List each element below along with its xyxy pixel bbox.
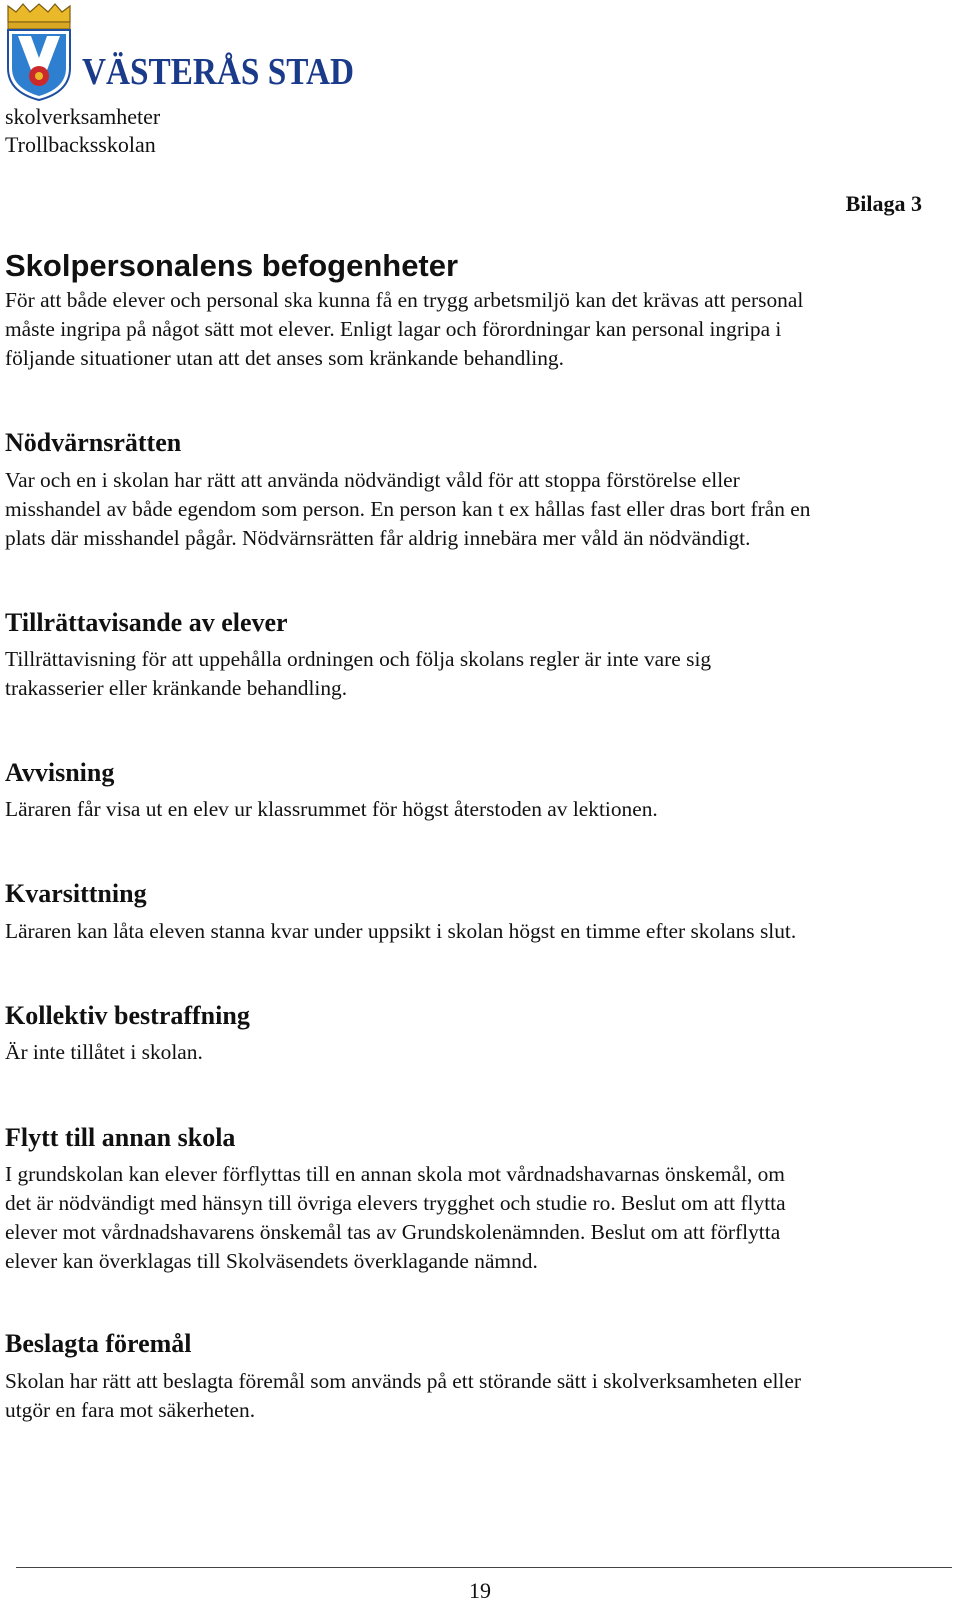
body-line: trakasserier eller kränkande behandling.	[5, 676, 348, 700]
body-line: det är nödvändigt med hänsyn till övriga elevers trygghet och studie ro. Beslut om att flytta	[5, 1191, 786, 1215]
section-heading-tillrattavisande: Tillrättavisande av elever	[5, 608, 288, 637]
body-line: I grundskolan kan elever förflyttas till en annan skola mot vårdnadshavarnas önskemål, om	[5, 1162, 785, 1186]
section-heading-avvisning: Avvisning	[5, 758, 115, 787]
body-line: misshandel av både egendom som person. En person kan t ex hållas fast eller dras bort från en	[5, 497, 811, 521]
section-body-flytt-till-annan-skola	[5, 1160, 960, 1276]
section-body-tillrattavisande	[5, 645, 960, 703]
body-line: plats där misshandel pågår. Nödvärnsrätten får aldrig innebära mer våld än nödvändigt.	[5, 526, 751, 550]
body-line: elever mot vårdnadshavarens önskemål tas av Grundskolenämnden. Beslut om att förflytta	[5, 1220, 781, 1244]
body-line: Skolan har rätt att beslagta föremål som används på ett störande sätt i skolverksamheten eller	[5, 1369, 801, 1393]
section-body-beslagta-foremal	[5, 1367, 960, 1425]
section-body-kollektiv-bestraffning	[5, 1038, 960, 1067]
section-heading-kvarsittning: Kvarsittning	[5, 879, 147, 908]
intro-line: måste ingripa på något sätt mot elever. Enligt lagar och förordningar kan personal ingripa i	[5, 317, 782, 341]
body-line: utgör en fara mot säkerheten.	[5, 1398, 256, 1422]
section-heading-flytt-till-annan-skola: Flytt till annan skola	[5, 1123, 236, 1152]
body-line: Läraren kan låta eleven stanna kvar under uppsikt i skolan högst en timme efter skolans slut.	[5, 919, 797, 943]
page-title: Skolpersonalens befogenheter	[5, 248, 459, 283]
section-body-avvisning	[5, 795, 960, 824]
school-name: Trollbacksskolan	[5, 132, 156, 157]
section-heading-beslagta-foremal: Beslagta föremål	[5, 1329, 192, 1358]
coat-of-arms-icon	[8, 4, 70, 100]
logo-wordmark: VÄSTERÅS STAD	[82, 51, 354, 93]
body-line: Tillrättavisning för att uppehålla ordningen och följa skolans regler är inte vare sig	[5, 647, 712, 671]
body-line: elever kan överklagas till Skolväsendets överklagande nämnd.	[5, 1249, 538, 1273]
body-line: Var och en i skolan har rätt att använda nödvändigt våld för att stoppa förstörelse eller	[5, 468, 740, 492]
page-number: 19	[469, 1578, 491, 1603]
department-name: skolverksamheter	[5, 104, 161, 129]
section-body-nodvarnsratten	[5, 466, 960, 553]
section-heading-nodvarnsratten: Nödvärnsrätten	[5, 428, 182, 457]
appendix-label: Bilaga 3	[845, 191, 922, 216]
body-line: Är inte tillåtet i skolan.	[5, 1040, 203, 1064]
intro-line: För att både elever och personal ska kunna få en trygg arbetsmiljö kan det krävas att personal	[5, 288, 804, 312]
section-body-kvarsittning	[5, 917, 960, 946]
body-line: Läraren får visa ut en elev ur klassrummet för högst återstoden av lektionen.	[5, 797, 658, 821]
footer-divider	[16, 1567, 952, 1568]
vasteras-stad-logo	[4, 2, 356, 102]
intro-line: följande situationer utan att det anses som kränkande behandling.	[5, 346, 564, 370]
logo-graphic	[4, 2, 356, 102]
intro-paragraph	[5, 286, 960, 373]
section-heading-kollektiv-bestraffning: Kollektiv bestraffning	[5, 1001, 250, 1030]
